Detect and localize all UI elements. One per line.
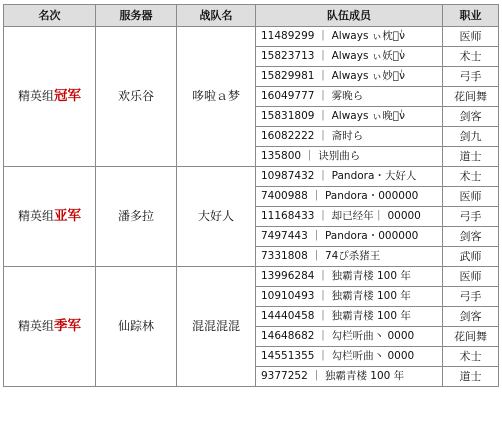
server-cell: 潘多拉 [96,167,177,267]
profession-cell: 弓手 [443,207,499,227]
ranking-table-wrapper [3,4,499,387]
member-cell: 10987432 ｜ Pandora・大好人 [256,167,443,187]
member-cell: 15823713 ｜ Always ぃ妖言ٰν [256,47,443,67]
rank-award-label: 冠军 [54,88,81,104]
profession-cell: 弓手 [443,67,499,87]
table-row [4,267,499,287]
team-column-header: 战队名 [177,5,256,27]
member-cell: 11489299 ｜ Always ぃ枕梦ٰν [256,27,443,47]
member-cell: 11168433 ｜ 却已经年｜ 00000 [256,207,443,227]
rank-group-label: 精英组 [17,319,54,333]
team-name-cell: 哆啦ａ梦 [177,27,256,167]
rank-cell [4,267,96,387]
profession-cell: 武师 [443,247,499,267]
profession-cell: 道士 [443,367,499,387]
profession-cell: 花间舞 [443,327,499,347]
profession-cell: 剑客 [443,307,499,327]
profession-cell: 术士 [443,347,499,367]
profession-cell: 术士 [443,167,499,187]
member-cell: 7331808 ｜ 74ぴ杀猪王 [256,247,443,267]
profession-cell: 医师 [443,267,499,287]
profession-cell: 术士 [443,47,499,67]
member-cell: 14551355 ｜ 勾栏听曲丶 0000 [256,347,443,367]
profession-cell: 道士 [443,147,499,167]
member-cell: 7497443 ｜ Pandora・000000 [256,227,443,247]
table-row [4,27,499,47]
member-cell: 7400988 ｜ Pandora・000000 [256,187,443,207]
member-cell: 16049777 ｜ 雾晚ら [256,87,443,107]
rank-award-label: 亚军 [54,208,81,224]
member-cell: 16082222 ｜ 斋时ら [256,127,443,147]
rank-group-label: 精英组 [17,209,54,223]
ranking-table [3,4,499,387]
profession-cell: 弓手 [443,287,499,307]
table-header-row [4,5,499,27]
member-cell: 15831809 ｜ Always ぃ晚安ٰν [256,107,443,127]
member-cell: 15829981 ｜ Always ぃ妙芙ٰν [256,67,443,87]
profession-cell: 花间舞 [443,87,499,107]
member-cell: 14440458 ｜ 独霸青楼 100 年 [256,307,443,327]
team-name-cell: 混混混混 [177,267,256,387]
table-row [4,167,499,187]
profession-cell: 剑客 [443,227,499,247]
profession-cell: 医师 [443,27,499,47]
server-cell: 仙踪林 [96,267,177,387]
member-cell: 13996284 ｜ 独霸青楼 100 年 [256,267,443,287]
team-name-cell: 大好人 [177,167,256,267]
profession-cell: 剑客 [443,107,499,127]
table-body [4,27,499,387]
member-cell: 14648682 ｜ 勾栏听曲丶 0000 [256,327,443,347]
profession-cell: 医师 [443,187,499,207]
profession-column-header: 职业 [443,5,499,27]
rank-group-label: 精英组 [17,89,54,103]
member-cell: 10910493 ｜ 独霸青楼 100 年 [256,287,443,307]
rank-column-header: 名次 [4,5,96,27]
profession-cell: 剑九 [443,127,499,147]
member-cell: 9377252 ｜ 独霸青楼 100 年 [256,367,443,387]
member-cell: 135800 ｜ 诀别曲ら [256,147,443,167]
server-cell: 欢乐谷 [96,27,177,167]
rank-cell [4,27,96,167]
rank-award-label: 季军 [54,318,81,334]
rank-cell [4,167,96,267]
server-column-header: 服务器 [96,5,177,27]
members-column-header: 队伍成员 [256,5,443,27]
